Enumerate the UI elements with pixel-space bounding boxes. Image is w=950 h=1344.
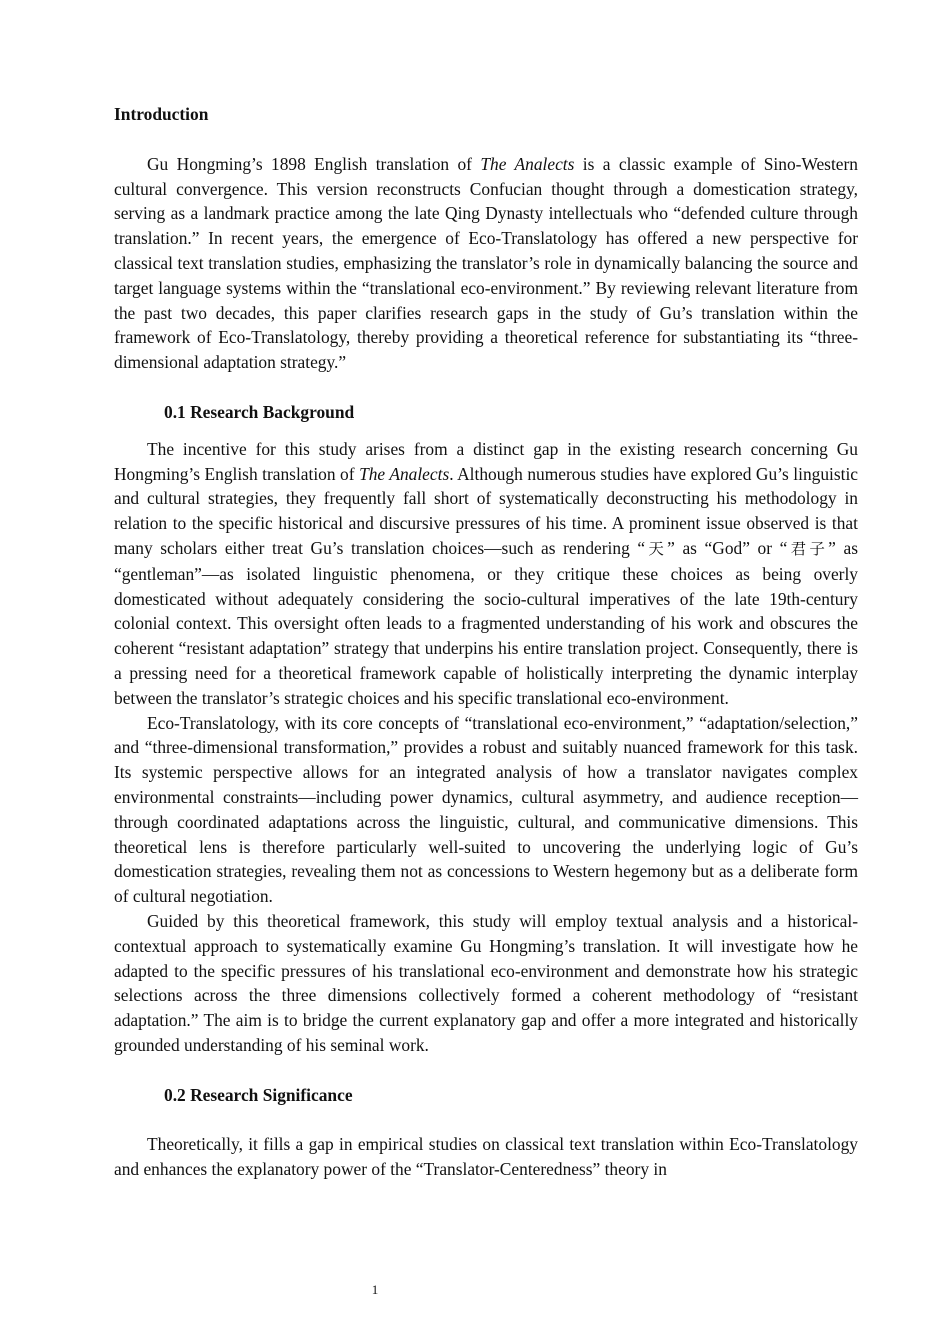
text-run: ” as “gentleman”—as isolated linguistic phenomena, or they critique these choices as being overly domesticated without adequately considering the socio-cultural imperatives of the late 19th-century colonial context. This oversight often leads to a fragmented understanding of his work and obscures the coherent “resistant adaptation” strategy that underpins his entire translation project. Consequently, there is a pressing need for a theoretical framework capable of holistically interpreting the dynamic interplay between the translator’s strategic choices and his specific translational eco-environment. <box>114 537 858 708</box>
background-paragraph-3: Guided by this theoretical framework, this study will employ textual analysis and a historical-contextual approach to systematically examine Gu Hongming’s translation. It will investigate how he adapted to the specific pressures of his translational eco-environment and demonstrate how his strategic selections across the three dimensions collectively formed a coherent methodology of “resistant adaptation.” The aim is to bridge the current explanatory gap and offer a more integrated and historically grounded understanding of his seminal work. <box>114 910 858 1055</box>
background-paragraph-1 <box>114 437 858 711</box>
book-title: The Analects <box>480 153 575 174</box>
text-run: . Although numerous studies have explored Gu’s linguistic and cultural strategies, they frequently fall short of systematically deconstructing his methodology in relation to the specific historical and discursive pressures of his time. A prominent issue observed is that many scholars either treat Gu’s translation choices—such as rendering “ <box>114 463 859 558</box>
book-title: The Analects <box>359 463 450 484</box>
chinese-term-junzi: 君子 <box>787 539 829 558</box>
page-number: 1 <box>371 1282 379 1297</box>
spacer <box>114 1107 858 1132</box>
spacer <box>114 425 858 437</box>
research-significance-heading: 0.2 Research Significance <box>164 1084 353 1105</box>
significance-paragraph-1: Theoretically, it fills a gap in empirical studies on classical text translation within Eco-Translatology and enhances the explanatory power of the “Translator-Centeredness” theory in <box>114 1134 858 1180</box>
document-body <box>114 102 858 1182</box>
spacer <box>114 1058 858 1083</box>
introduction-paragraph <box>114 152 858 375</box>
chinese-term-tian: 天 <box>645 539 668 558</box>
research-background-heading: 0.1 Research Background <box>164 401 355 422</box>
spacer <box>114 375 858 400</box>
text-run: The incentive for this study arises from a distinct gap in the existing research concerning Gu Hongming’s English translation of <box>114 438 858 484</box>
text-run: Gu Hongming’s 1898 English translation of <box>147 153 481 174</box>
text-run: is a classic example of Sino-Western cultural convergence. This version reconstructs Confucian thought through a domestication strategy, serving as a landmark practice among the late Qing Dynasty intellectuals who “defended culture through translation.” In recent years, the emergence of Eco-Translatology has offered a new perspective for classical text translation studies, emphasizing the translator’s role in dynamically balancing the source and target language systems within the “translational eco-environment.” By reviewing relevant literature from the past two decades, this paper clarifies research gaps in the study of Gu’s translation within the framework of Eco-Translatology, thereby providing a theoretical reference for substantiating its “three-dimensional adaptation strategy.” <box>114 153 858 373</box>
text-run: ” as “God” or “ <box>667 537 788 558</box>
introduction-heading: Introduction <box>114 104 209 124</box>
background-paragraph-2: Eco-Translatology, with its core concepts of “translational eco-environment,” “adaptation/selection,” and “three-dimensional transformation,” provides a robust and suitably nuanced framework for this task. Its systemic perspective allows for an integrated analysis of how a translator navigates complex environmental constraints—including power dynamics, cultural asymmetry, and audience reception—through coordinated adaptations across the linguistic, cultural, and communicative dimensions. This theoretical lens is therefore particularly well-suited to uncovering the underlying logic of Gu’s domestication strategies, revealing them not as concessions to Western hegemony but as a deliberate form of cultural negotiation. <box>114 712 858 907</box>
